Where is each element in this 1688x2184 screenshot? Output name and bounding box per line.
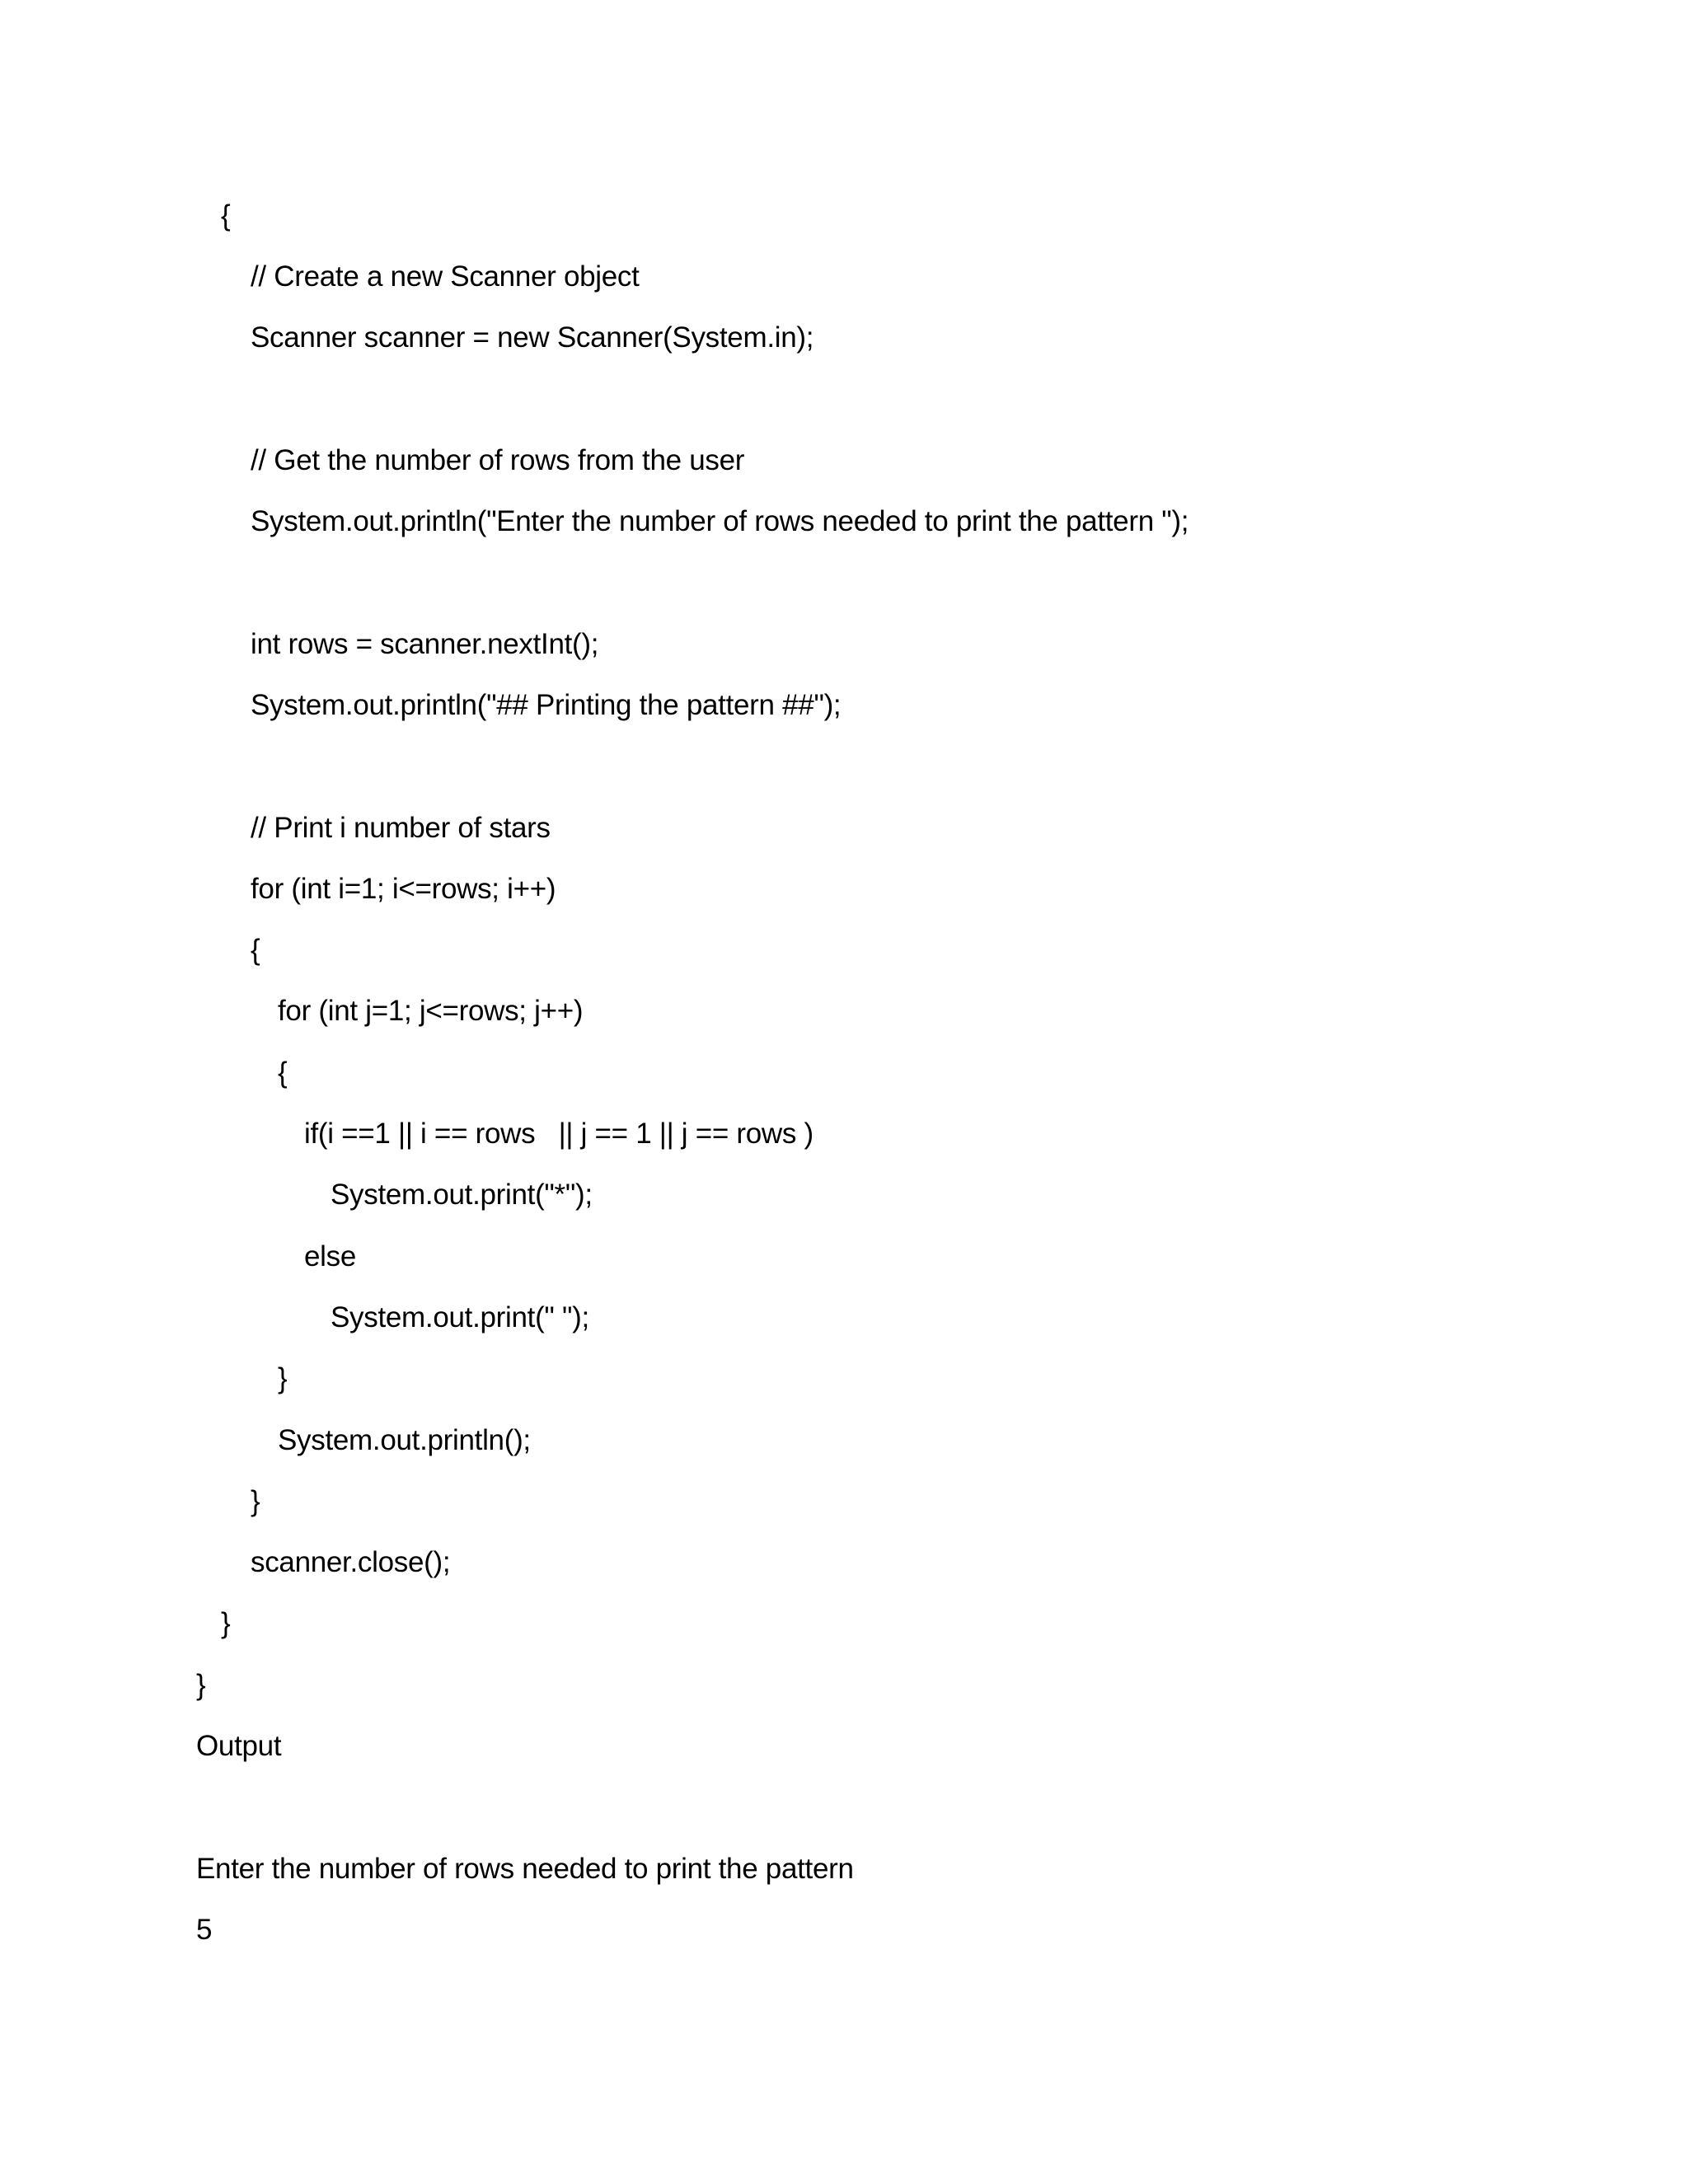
code-line-print-space: System.out.print(" ");	[331, 1301, 589, 1333]
code-line-outer-open-brace: {	[251, 934, 260, 966]
output-heading: Output	[196, 1730, 282, 1762]
code-line-inner-open-brace: {	[278, 1057, 288, 1089]
code-line-print-star: System.out.print("*");	[331, 1179, 593, 1211]
code-line-scanner-init: Scanner scanner = new Scanner(System.in);	[251, 321, 814, 354]
code-line-outer-for: for (int i=1; i<=rows; i++)	[251, 873, 556, 905]
code-line-else: else	[304, 1240, 357, 1272]
code-line-open-brace: {	[221, 199, 231, 232]
code-line-outer-close-brace: }	[251, 1485, 260, 1517]
code-comment-print-stars: // Print i number of stars	[251, 812, 551, 844]
code-comment-create-scanner: // Create a new Scanner object	[251, 260, 640, 293]
code-line-inner-for: for (int j=1; j<=rows; j++)	[278, 995, 584, 1027]
code-line-method-close-brace: }	[221, 1607, 231, 1639]
code-line-prompt-println: System.out.println("Enter the number of rows needed to print the pattern ");	[251, 505, 1189, 537]
output-prompt-line: Enter the number of rows needed to print the pattern	[196, 1853, 854, 1885]
code-line-scanner-close: scanner.close();	[251, 1546, 451, 1578]
code-line-printing-println: System.out.println("## Printing the pattern ##");	[251, 689, 842, 721]
code-line-class-close-brace: }	[196, 1669, 206, 1701]
code-line-println-newline: System.out.println();	[278, 1424, 531, 1456]
code-line-inner-close-brace: }	[278, 1362, 288, 1394]
output-input-value: 5	[196, 1914, 213, 1946]
code-line-read-rows: int rows = scanner.nextInt();	[251, 628, 599, 660]
code-comment-get-rows: // Get the number of rows from the user	[251, 444, 745, 476]
code-line-if-condition: if(i ==1 || i == rows || j == 1 || j == rows )	[304, 1118, 814, 1150]
